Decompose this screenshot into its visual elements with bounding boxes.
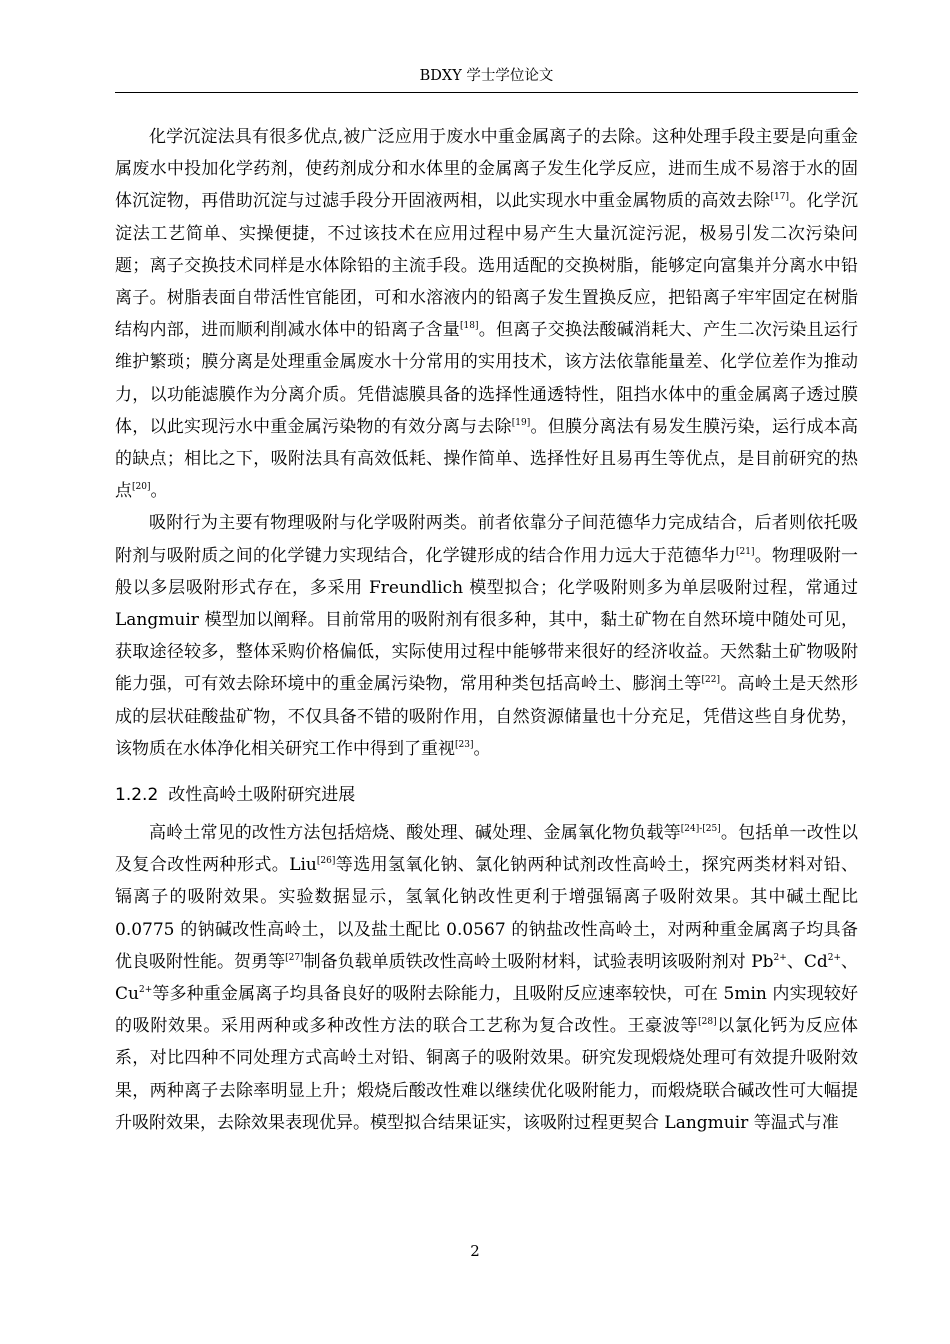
body-text: [115, 121, 858, 1139]
citation-superscript: [19]: [511, 417, 531, 428]
header-rule: [115, 92, 858, 93]
section-heading: [115, 779, 858, 811]
citation-superscript: [28]: [698, 1017, 717, 1028]
citation-superscript: [18]: [460, 321, 479, 332]
citation-superscript: [23]: [455, 739, 474, 750]
citation-superscript: 2+: [773, 952, 787, 963]
citation-superscript: [26]: [316, 856, 336, 867]
section-title: 改性高岭土吸附研究进展: [168, 785, 356, 806]
page-header: [115, 66, 858, 86]
citation-superscript: [22]: [701, 675, 720, 686]
page-number: 2: [470, 1242, 480, 1260]
citation-superscript: [20]: [132, 482, 151, 493]
citation-superscript: 2+: [827, 952, 841, 963]
header-title: BDXY 学士学位论文: [419, 68, 554, 84]
section-number: 1.2.2: [115, 785, 159, 806]
paragraph-adsorption-types: 吸附行为主要有物理吸附与化学吸附两类。前者依靠分子间范德华力完成结合，后者则依托吸附剂与吸附质之间的化学键力实现结合，化学键形成的结合作用力远大于范德华力[21]。物理吸附一般以多层吸附形式存在，多采用 Freundlich 模型拟合；化学吸附则多为单层吸附过程，常通过 Langmuir 模型加以阐释。目前常用的吸附剂有很多种，其中，黏土矿物在自然环境中随处可见，获取途径较多，整体采购价格偏低，实际使用过程中能够带来很好的经济收益。天然黏土矿物吸附能力强，可有效去除环境中的重金属污染物，常用种类包括高岭土、膨润土等[22]。高岭土是天然形成的层状硅酸盐矿物，不仅具备不错的吸附作用，自然资源储量也十分充足，凭借这些自身优势，该物质在水体净化相关研究工作中得到了重视[23]。: [115, 513, 859, 759]
citation-superscript: [27]: [285, 952, 304, 963]
citation-superscript: [17]: [770, 192, 789, 203]
paragraph-modified-kaolin: 高岭土常见的改性方法包括焙烧、酸处理、碱处理、金属氧化物负载等[24]-[25]。包括单一改性以及复合改性两种形式。Liu[26]等选用氢氧化钠、氯化钠两种试剂改性高岭土，探究两类材料对铅、镉离子的吸附效果。实验数据显示，氢氧化钠改性更利于增强镉离子吸附效果。其中碱土配比 0.0775 的钠碱改性高岭土，以及盐土配比 0.0567 的钠盐改性高岭土，对两种重金属离子均具备优良吸附性能。贺勇等[27]制备负载单质铁改性高岭土吸附材料，试验表明该吸附剂对 $Pb^{2+}$、$Cd^{2+}$、$Cu^{2+}$等多种重金属离子均具备良好的吸附去除能力，且吸附反应速率较快，可在 5min 内实现较好的吸附效果。采用两种或多种改性方法的联合工艺称为复合改性。王豪波等[28]以氯化钙为反应体系，对比四种不同处理方式高岭土对铅、铜离子的吸附效果。研究发现煅烧处理可有效提升吸附效果，两种离子去除率明显上升；煅烧后酸改性难以继续优化吸附能力，而煅烧联合碱改性可大幅提升吸附效果，去除效果表现优异。模型拟合结果证实，该吸附过程更契合 Langmuir 等温式与准: [115, 823, 859, 1133]
citation-superscript: [24]-[25]: [680, 824, 721, 835]
citation-superscript: [21]: [736, 546, 755, 557]
citation-superscript: 2+: [138, 985, 153, 996]
paragraph-chemical-precipitation: 化学沉淀法具有很多优点,被广泛应用于废水中重金属离子的去除。这种处理手段主要是向重金属废水中投加化学药剂，使药剂成分和水体里的金属离子发生化学反应，进而生成不易溶于水的固体沉淀物，再借助沉淀与过滤手段分开固液两相，以此实现水中重金属物质的高效去除[17]。化学沉淀法工艺简单、实操便捷，不过该技术在应用过程中易产生大量沉淀污泥，极易引发二次污染问题；离子交换技术同样是水体除铅的主流手段。选用适配的交换树脂，能够定向富集并分离水中铅离子。树脂表面自带活性官能团，可和水溶液内的铅离子发生置换反应，把铅离子牢牢固定在树脂结构内部，进而顺利削减水体中的铅离子含量[18]。但离子交换法酸碱消耗大、产生二次污染且运行维护繁琐；膜分离是处理重金属废水十分常用的实用技术，该方法依靠能量差、化学位差作为推动力，以功能滤膜作为分离介质。凭借滤膜具备的选择性通透特性，阻挡水体中的重金属离子透过膜体，以此实现污水中重金属污染物的有效分离与去除[19]。但膜分离法有易发生膜污染，运行成本高的缺点；相比之下，吸附法具有高效低耗、操作简单、选择性好且易再生等优点，是目前研究的热点[20]。: [115, 127, 859, 502]
